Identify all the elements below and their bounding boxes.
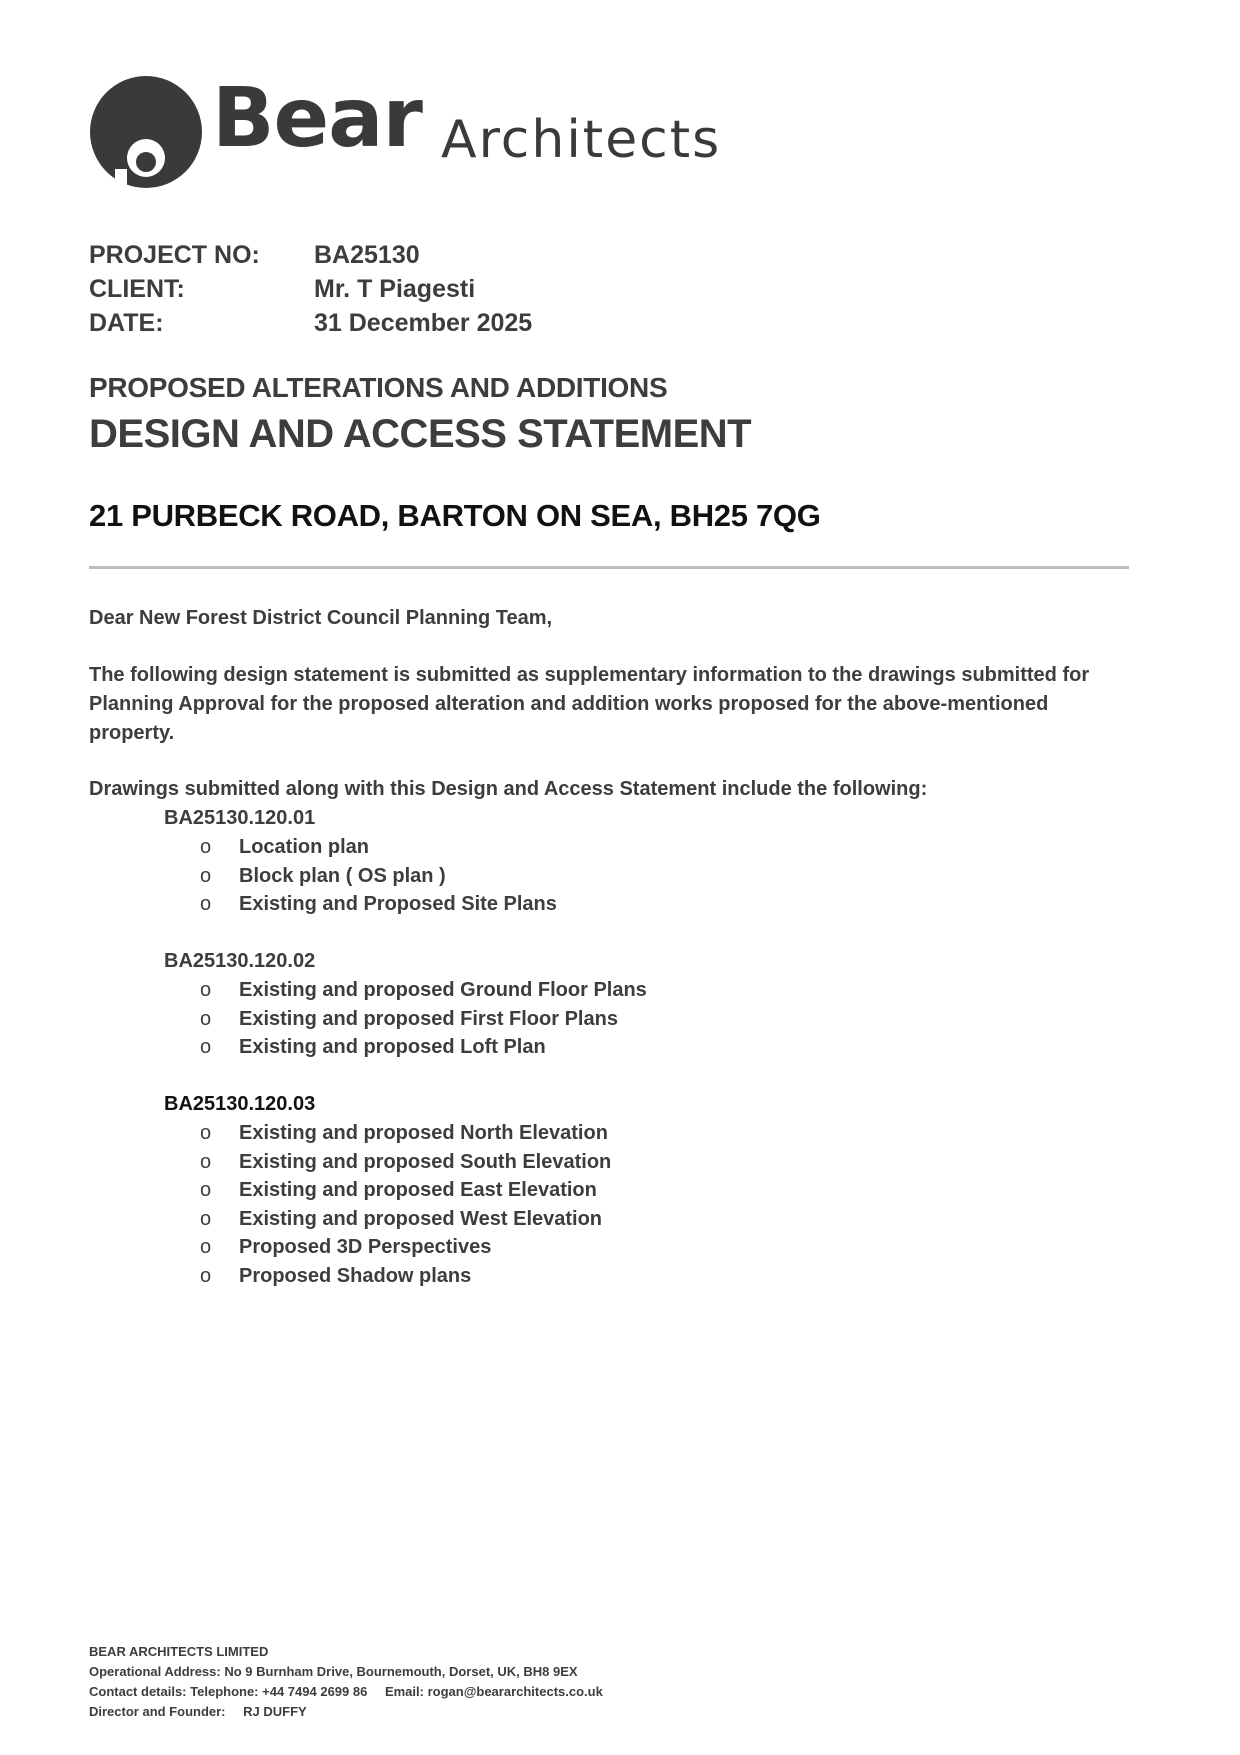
list-item — [164, 1233, 611, 1262]
drawing-group — [164, 947, 647, 1062]
footer-address: No 9 Burnham Drive, Bournemouth, Dorset, UK, BH8 9EX — [224, 1664, 578, 1679]
list-item — [164, 890, 557, 919]
bear-logo-icon — [89, 74, 203, 190]
footer-email[interactable]: rogan@beararchitects.co.uk — [427, 1684, 603, 1699]
footer-contact-line — [89, 1682, 603, 1702]
list-item — [164, 1033, 647, 1062]
document-date: 31 December 2025 — [314, 308, 533, 337]
bullet-icon: o — [200, 1264, 212, 1287]
list-item — [164, 976, 647, 1005]
list-item-label: Existing and proposed West Elevation — [239, 1207, 603, 1230]
drawing-group — [164, 804, 557, 919]
list-item-label: Proposed 3D Perspectives — [239, 1236, 492, 1259]
meta-label: DATE: — [89, 308, 164, 337]
drawing-group — [164, 1090, 611, 1291]
meta-label: PROJECT NO: — [89, 240, 260, 269]
footer-director-label: Director and Founder: — [89, 1704, 226, 1719]
list-item — [164, 1262, 611, 1291]
document-subtitle: PROPOSED ALTERATIONS AND ADDITIONS — [89, 372, 668, 403]
bullet-icon: o — [200, 836, 212, 858]
drawing-code: BA25130.120.02 — [164, 950, 316, 972]
bullet-icon: o — [200, 893, 212, 916]
footer-telephone: +44 7494 2699 86 — [262, 1684, 368, 1699]
client-name: Mr. T Piagesti — [314, 274, 476, 303]
list-item — [164, 1148, 611, 1177]
meta-row-client — [89, 272, 532, 306]
list-item — [164, 1205, 611, 1234]
logo-word-bear: Bear — [212, 71, 422, 166]
intro-paragraph: The following design statement is submitted as supplementary information to the drawings submitted for Planning Approval for the proposed alteration and addition works proposed for the above-mentioned property. — [89, 664, 1090, 744]
drawings-intro: Drawings submitted along with this Design and Access Statement include the following: — [89, 778, 928, 800]
footer-telephone-label: Telephone: — [190, 1684, 259, 1699]
bullet-icon: o — [200, 1007, 212, 1030]
bullet-icon: o — [200, 864, 212, 887]
document-title: DESIGN AND ACCESS STATEMENT — [89, 412, 752, 456]
drawing-code: BA25130.120.01 — [164, 807, 316, 829]
list-item-label: Existing and Proposed Site Plans — [239, 893, 557, 916]
bullet-icon: o — [200, 1150, 212, 1173]
bullet-icon: o — [200, 1122, 212, 1144]
footer-address-label: Operational Address: — [89, 1664, 221, 1679]
drawing-list — [164, 833, 557, 919]
list-item-label: Existing and proposed North Elevation — [239, 1122, 608, 1144]
project-number: BA25130 — [314, 240, 420, 269]
list-item — [164, 862, 557, 891]
footer-company: BEAR ARCHITECTS LIMITED — [89, 1644, 269, 1659]
footer-email-label: Email: — [384, 1684, 424, 1699]
meta-row-project-no — [89, 238, 532, 272]
list-item-label: Block plan ( OS plan ) — [239, 864, 446, 887]
drawing-list — [164, 976, 647, 1062]
site-address: 21 PURBECK ROAD, BARTON ON SEA, BH25 7QG — [89, 498, 821, 533]
list-item-label: Existing and proposed Loft Plan — [239, 1036, 546, 1059]
greeting: Dear New Forest District Council Planning Team, — [89, 607, 553, 629]
footer — [89, 1642, 603, 1722]
bullet-icon: o — [200, 1207, 212, 1230]
project-meta — [89, 238, 532, 340]
list-item — [164, 1119, 611, 1148]
footer-director: RJ DUFFY — [243, 1704, 307, 1719]
list-item-label: Existing and proposed South Elevation — [239, 1150, 612, 1173]
meta-label: CLIENT: — [89, 274, 185, 303]
divider — [89, 566, 1129, 569]
list-item — [164, 1005, 647, 1034]
footer-contact-label: Contact details: — [89, 1684, 187, 1699]
list-item-label: Existing and proposed First Floor Plans — [239, 1007, 618, 1030]
bullet-icon: o — [200, 1036, 212, 1059]
meta-row-date — [89, 306, 532, 340]
bullet-icon: o — [200, 979, 212, 1001]
list-item-label: Proposed Shadow plans — [239, 1264, 472, 1287]
drawing-list — [164, 1119, 611, 1291]
drawing-code: BA25130.120.03 — [164, 1093, 316, 1115]
footer-director-line — [89, 1702, 603, 1722]
list-item-label: Existing and proposed East Elevation — [239, 1179, 597, 1202]
list-item — [164, 1176, 611, 1205]
bullet-icon: o — [200, 1236, 212, 1259]
logo-word-architects: Architects — [441, 110, 722, 170]
company-logo — [89, 71, 769, 190]
list-item-label: Location plan — [239, 836, 369, 858]
list-item — [164, 833, 557, 862]
bullet-icon: o — [200, 1179, 212, 1202]
list-item-label: Existing and proposed Ground Floor Plans — [239, 979, 647, 1001]
footer-address-line — [89, 1662, 603, 1682]
